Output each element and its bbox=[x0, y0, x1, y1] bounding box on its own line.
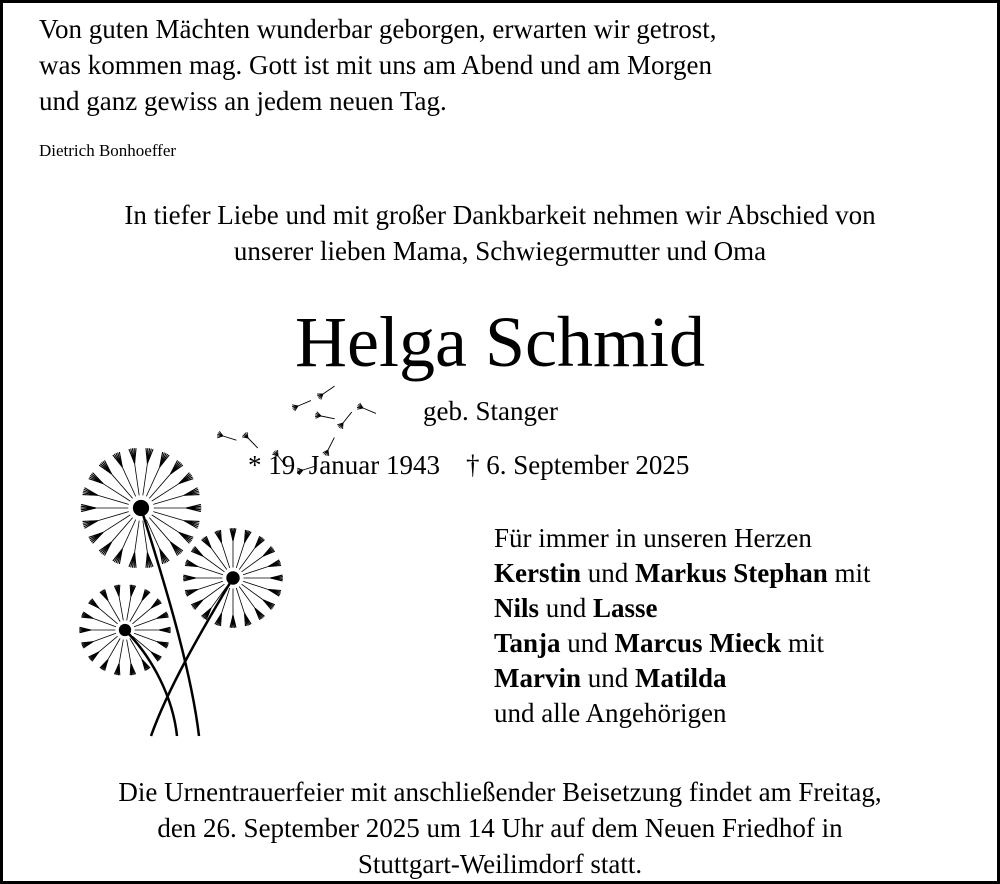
intro-line: unserer lieben Mama, Schwiegermutter und Oma bbox=[233, 236, 767, 266]
mourner-line: Nils und Lasse bbox=[494, 593, 658, 623]
farewell-intro bbox=[3, 197, 997, 269]
mourners-closing: und alle Angehörigen bbox=[494, 698, 727, 728]
mourner-name: Tanja bbox=[494, 628, 561, 658]
mourner-name: Kerstin bbox=[494, 558, 581, 588]
mourner-name: Matilda bbox=[635, 663, 727, 693]
maiden-name: geb. Stanger bbox=[423, 396, 558, 426]
death-date: † 6. September 2025 bbox=[465, 450, 690, 480]
birth-date: * 19. Januar 1943 bbox=[248, 450, 440, 480]
mourners-heading: Für immer in unseren Herzen bbox=[494, 523, 812, 553]
funeral-service-info bbox=[3, 774, 997, 882]
mourner-name: Marvin bbox=[494, 663, 581, 693]
bonhoeffer-quote bbox=[39, 11, 717, 119]
dandelion-icon bbox=[73, 378, 403, 743]
mourners-list bbox=[494, 521, 871, 731]
deceased-name: Helga Schmid bbox=[295, 302, 705, 382]
mourner-line: Kerstin und Markus Stephan mit bbox=[494, 558, 871, 588]
service-line: Stuttgart-Weilimdorf statt. bbox=[357, 849, 643, 879]
quote-line: was kommen mag. Gott ist mit uns am Abend und am Morgen bbox=[39, 50, 712, 80]
mourner-line: Marvin und Matilda bbox=[494, 663, 727, 693]
mourner-line: Tanja und Marcus Mieck mit bbox=[494, 628, 825, 658]
intro-line: In tiefer Liebe und mit großer Dankbarkeit nehmen wir Abschied von bbox=[124, 200, 876, 230]
service-line: Die Urnentrauerfeier mit anschließender Beisetzung findet am Freitag, bbox=[118, 777, 882, 807]
mourner-name: Marcus Mieck bbox=[614, 628, 782, 658]
mourner-name: Nils bbox=[494, 593, 540, 623]
mourner-name: Lasse bbox=[593, 593, 658, 623]
quote-line: Von guten Mächten wunderbar geborgen, erwarten wir getrost, bbox=[39, 14, 717, 44]
service-line: den 26. September 2025 um 14 Uhr auf dem Neuen Friedhof in bbox=[157, 813, 843, 843]
quote-author: Dietrich Bonhoeffer bbox=[39, 141, 177, 160]
quote-line: und ganz gewiss an jedem neuen Tag. bbox=[39, 86, 447, 116]
mourner-name: Markus Stephan bbox=[635, 558, 828, 588]
life-dates bbox=[248, 449, 689, 481]
